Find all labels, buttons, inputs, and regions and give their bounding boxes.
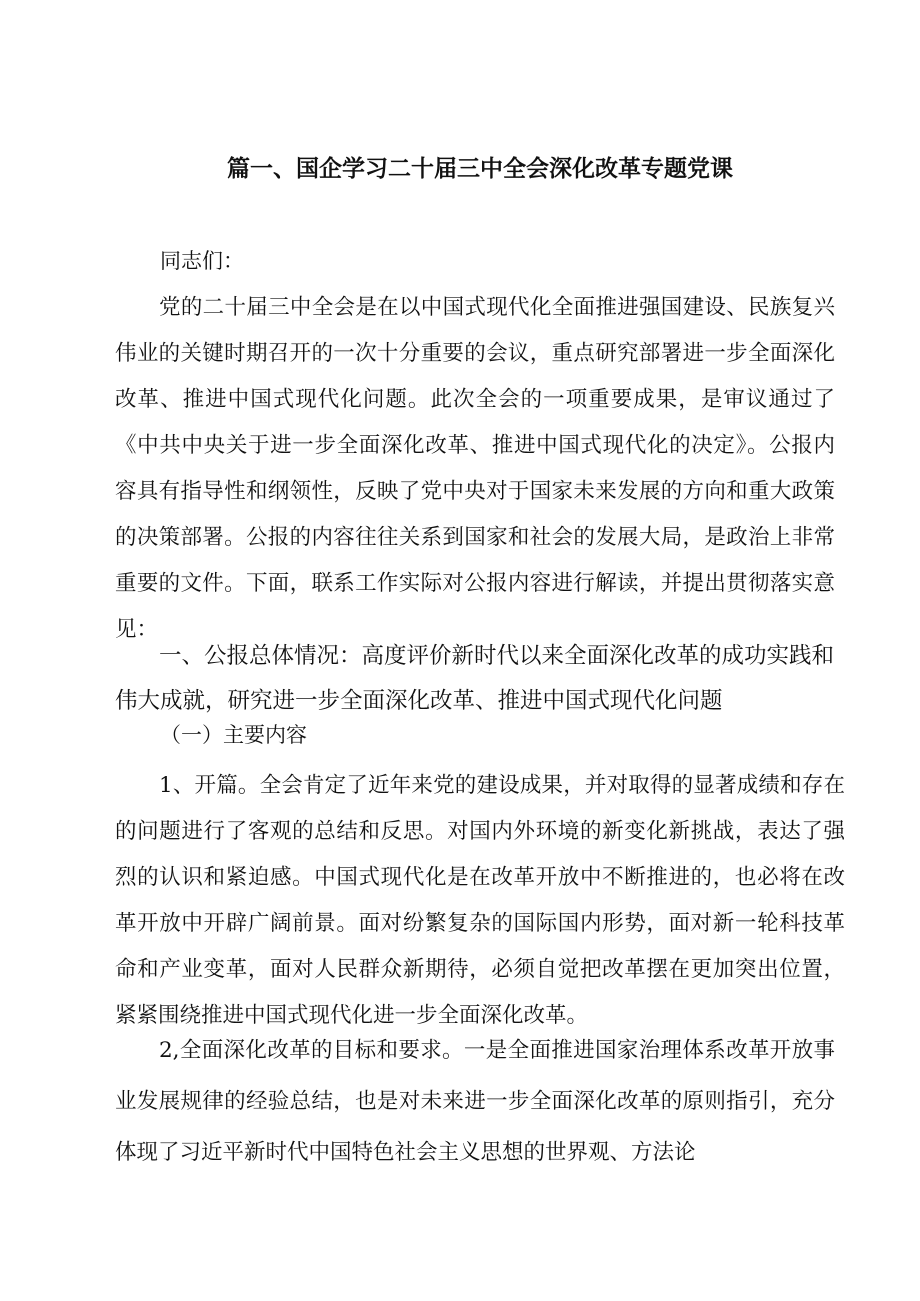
paragraph-intro: 党的二十届三中全会是在以中国式现代化全面推进强国建设、民族复兴伟业的关键时期召开的一次十分重要的会议，重点研究部署进一步全面深化改革、推进中国式现代化问题。此次全会的一项重要成果，是审议通过了《中共中央关于进一步全面深化改革、推进中国式现代化的决定》。公报内容具有指导性和纲领性，反映了党中央对于国家未来发展的方向和重大政策的决策部署。公报的内容往往关系到国家和社会的发展大局，是政治上非常重要的文件。下面，联系工作实际对公报内容进行解读，并提出贯彻落实意见：	[115, 295, 835, 642]
paragraph-goals: 2,全面深化改革的目标和要求。一是全面推进国家治理体系改革开放事业发展规律的经验总结，也是对未来进一步全面深化改革的原则指引，充分体现了习近平新时代中国特色社会主义思想的世界观、方法论	[115, 1038, 835, 1165]
paragraph-opening: 1、开篇。全会肯定了近年来党的建设成果，并对取得的显著成绩和存在的问题进行了客观的总结和反思。对国内外环境的新变化新挑战，表达了强烈的认识和紧迫感。中国式现代化是在改革开放中不断推进的，也必将在改革开放中开辟广阔前景。面对纷繁复杂的国际国内形势，面对新一轮科技革命和产业变革，面对人民群众新期待，必须自觉把改革摆在更加突出位置，紧紧围绕推进中国式现代化进一步全面深化改革。	[115, 773, 845, 1028]
subsection-heading: （一）主要内容	[160, 723, 307, 747]
greeting: 同志们：	[160, 249, 244, 273]
document-title: 篇一、国企学习二十届三中全会深化改革专题党课	[227, 156, 733, 182]
section-heading: 一、公报总体情况：高度评价新时代以来全面深化改革的成功实践和伟大成就，研究进一步全面深化改革、推进中国式现代化问题	[115, 643, 835, 714]
